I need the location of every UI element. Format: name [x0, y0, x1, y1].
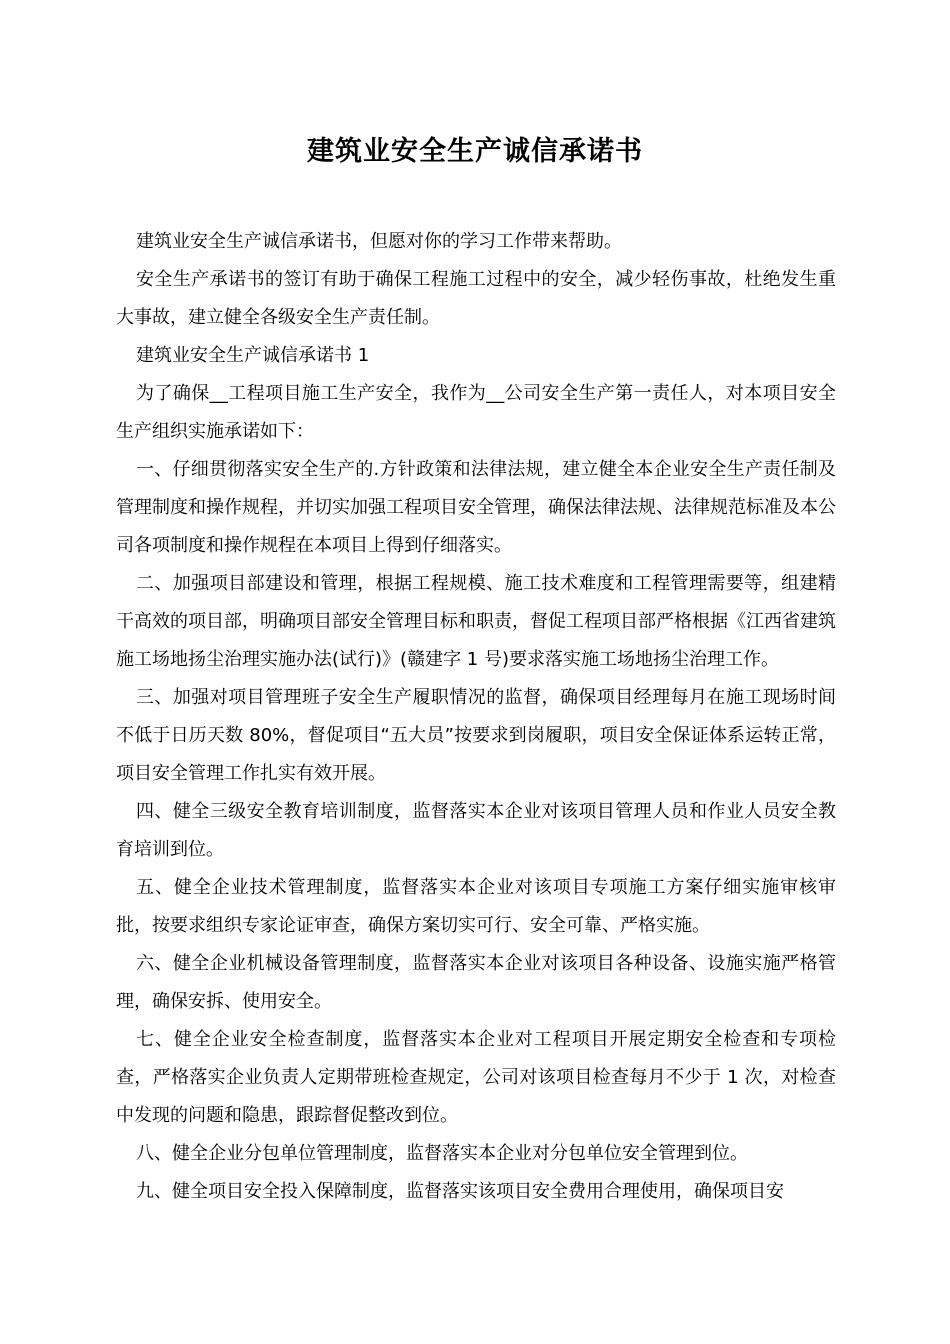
paragraph-item-1: 一、仔细贯彻落实安全生产的.方针政策和法律法规，建立健全本企业安全生产责任制及管理制度和操作规程，并切实加强工程项目安全管理，确保法律法规、法律规范标准及本公司各项制度和操作规程在本项目上得到仔细落实。: [116, 459, 836, 556]
paragraph-item-2: 二、加强项目部建设和管理，根据工程规模、施工技术难度和工程管理需要等，组建精干高效的项目部，明确项目部安全管理目标和职责，督促工程项目部严格根据《江西省建筑施工场地扬尘治理实施办法(试行)》(赣建字 1 号)要求落实施工场地扬尘治理工作。: [116, 573, 836, 670]
document-title: 建筑业安全生产诚信承诺书: [307, 136, 643, 167]
paragraph-item-6: 六、健全企业机械设备管理制度，监督落实本企业对该项目各种设备、设施实施严格管理，确保安拆、使用安全。: [116, 953, 836, 1012]
paragraph-purpose: 安全生产承诺书的签订有助于确保工程施工过程中的安全，减少轻伤事故，杜绝发生重大事故，建立健全各级安全生产责任制。: [116, 269, 836, 328]
paragraph-item-3: 三、加强对项目管理班子安全生产履职情况的监督，确保项目经理每月在施工现场时间不低于日历天数 80%，督促项目“五大员”按要求到岗履职，项目安全保证体系运转正常，项目安全管理工作扎实有效开展。: [116, 687, 836, 784]
paragraph-item-7: 七、健全企业安全检查制度，监督落实本企业对工程项目开展定期安全检查和专项检查，严格落实企业负责人定期带班检查规定，公司对该项目检查每月不少于 1 次，对检查中发现的问题和隐患，跟踪督促整改到位。: [116, 1029, 836, 1126]
paragraph-intro: 建筑业安全生产诚信承诺书，但愿对你的学习工作带来帮助。: [136, 231, 622, 252]
paragraph-item-9: 九、健全项目安全投入保障制度，监督落实该项目安全费用合理使用，确保项目安: [136, 1181, 784, 1202]
paragraph-item-8: 八、健全企业分包单位管理制度，监督落实本企业对分包单位安全管理到位。: [136, 1143, 748, 1164]
document-body: [116, 223, 836, 1211]
section-heading-1: 建筑业安全生产诚信承诺书 1: [136, 345, 370, 366]
paragraph-commitment-preamble: 为了确保__工程项目施工生产安全，我作为__公司安全生产第一责任人，对本项目安全生产组织实施承诺如下：: [116, 383, 836, 442]
paragraph-item-5: 五、健全企业技术管理制度，监督落实本企业对该项目专项施工方案仔细实施审核审批，按要求组织专家论证审查，确保方案切实可行、安全可靠、严格实施。: [116, 877, 836, 936]
paragraph-item-4: 四、健全三级安全教育培训制度，监督落实本企业对该项目管理人员和作业人员安全教育培训到位。: [116, 801, 836, 860]
